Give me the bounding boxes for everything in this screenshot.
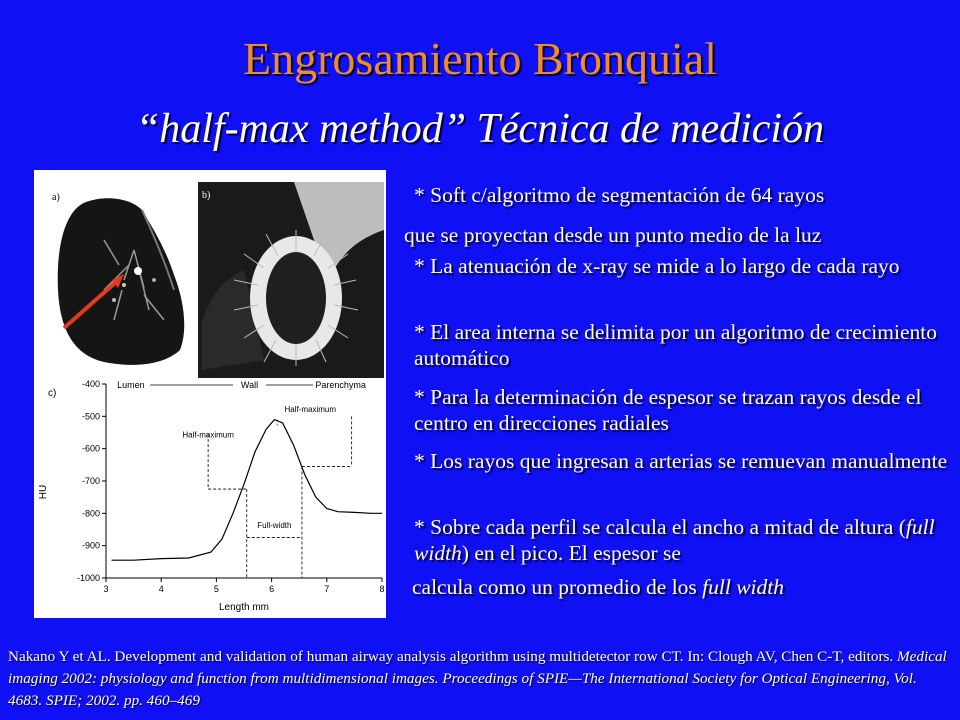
panel-b-label: b)	[202, 190, 211, 201]
slide-subtitle: “half-max method” Técnica de medición	[135, 106, 825, 152]
bullet-7	[402, 514, 958, 566]
bullet-3: * La atenuación de x-ray se mide a lo largo de cada rayo	[414, 254, 900, 278]
x-tick-label: 6	[269, 584, 275, 594]
x-tick-label: 4	[158, 584, 164, 594]
x-tick-label: 5	[213, 584, 219, 594]
bullet-7-text-2: ) en el pico. El espesor se	[461, 541, 681, 565]
profile-chart	[38, 379, 385, 613]
bullet-8-emphasis: full width	[702, 575, 785, 599]
bullet-8-text: calcula como un promedio de los	[412, 575, 703, 599]
y-tick-label: -500	[81, 411, 100, 422]
x-tick-label: 8	[379, 584, 385, 594]
panel-a-label: a)	[52, 192, 60, 203]
region-label: Lumen	[117, 380, 145, 390]
airway-ray-image	[198, 182, 384, 378]
figure-panel	[34, 170, 386, 618]
y-tick-label: -1000	[76, 573, 100, 583]
y-tick-label: -900	[81, 540, 100, 551]
bullet-4: * El area interna se delimita por un algoritmo de crecimiento automático	[414, 320, 937, 370]
y-tick-label: -800	[81, 508, 100, 519]
reference-citation	[8, 646, 953, 712]
half-max-left-label: Half-maximum	[182, 430, 234, 440]
bullet-6: * Los rayos que ingresan a arterias se remuevan manualmente	[414, 449, 948, 473]
bullet-8	[412, 574, 784, 600]
bullet-5: * Para la determinación de espesor se trazan rayos desde el centro en direcciones radiales	[414, 385, 922, 435]
y-axis-label: HU	[38, 484, 49, 500]
y-tick-label: -700	[81, 476, 100, 486]
region-label: Wall	[240, 380, 259, 390]
reference-journal: Medical imaging 2002: physiology and function from multidimensional images. Proceedings of SPIE—The International Society for Optical Engineering, Vol. 4683. SPIE; 2002. pp. 460–469	[8, 648, 947, 709]
panel-c-label: c)	[48, 388, 57, 399]
half-max-right-label: Half-maximum	[284, 405, 337, 415]
bullet-2: que se proyectan desde un punto medio de la luz	[404, 223, 822, 247]
bullet-7-text-1: * Sobre cada perfil se calcula el ancho a mitad de altura (	[414, 515, 906, 539]
full-width-label: Full-width	[257, 520, 292, 530]
y-tick-label: -400	[81, 379, 100, 389]
figure-svg	[34, 170, 386, 618]
y-tick-label: -600	[81, 443, 100, 454]
x-tick-label: 3	[103, 584, 109, 594]
region-label: Parenchyma	[315, 380, 366, 390]
reference-text: Nakano Y et AL. Development and validation of human airway analysis algorithm using multidetector row CT. In: Clough AV, Chen C-T, editors.	[8, 648, 898, 665]
x-tick-label: 7	[324, 584, 330, 594]
slide-title: Engrosamiento Bronquial	[243, 33, 717, 84]
ct-lung-image	[40, 178, 196, 378]
x-axis-label: Length mm	[218, 602, 270, 613]
bullet-1: * Soft c/algoritmo de segmentación de 64 rayos	[414, 183, 825, 207]
bullet-7-emphasis: full width	[414, 515, 935, 565]
